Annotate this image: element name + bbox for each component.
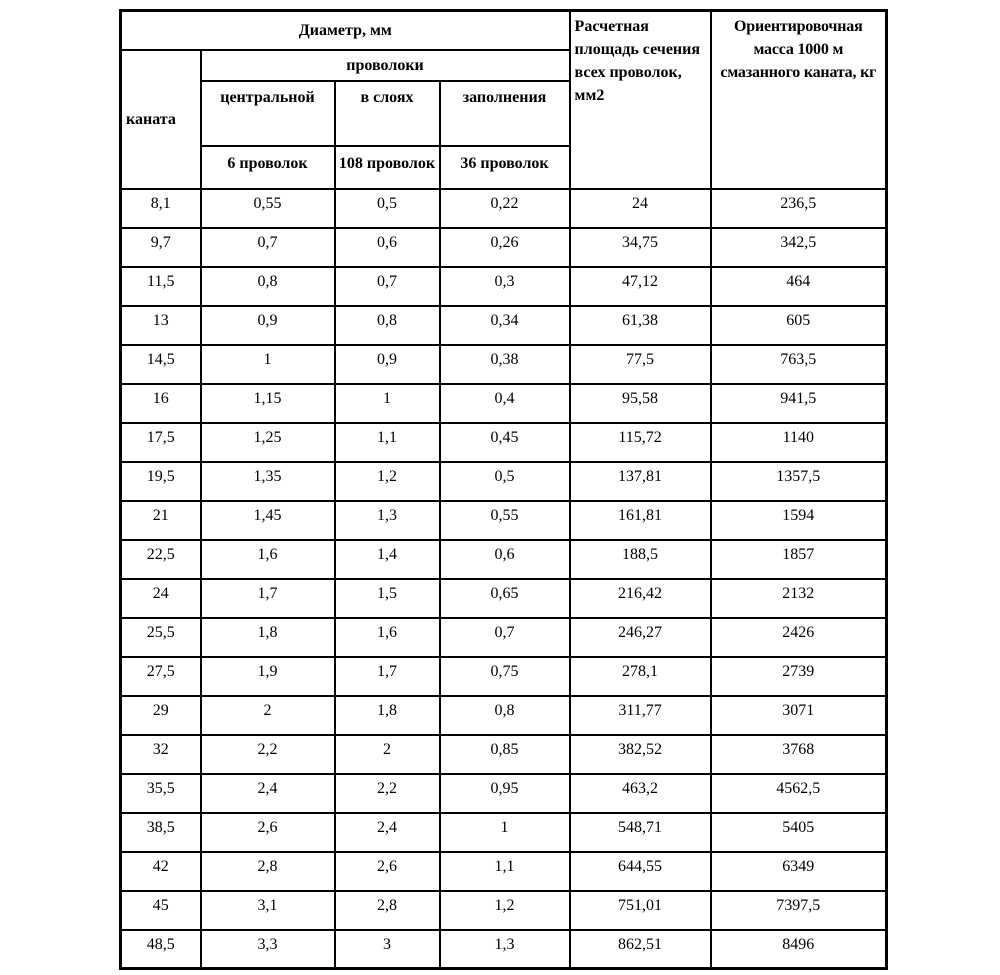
table-cell: 7397,5: [711, 891, 887, 930]
table-cell: 311,77: [570, 696, 711, 735]
table-row: [121, 306, 887, 345]
table-cell: 1,6: [201, 540, 335, 579]
table-cell: 1,35: [201, 462, 335, 501]
table-cell: 95,58: [570, 384, 711, 423]
table-cell: 278,1: [570, 657, 711, 696]
table-cell: 1,3: [440, 930, 570, 969]
table-cell: 2: [201, 696, 335, 735]
table-cell: 19,5: [121, 462, 201, 501]
table-cell: 941,5: [711, 384, 887, 423]
table-cell: 1,45: [201, 501, 335, 540]
table-cell: 25,5: [121, 618, 201, 657]
table-cell: 1,5: [335, 579, 440, 618]
table-row: [121, 189, 887, 228]
header-diameter-group: Диаметр, мм: [121, 11, 570, 50]
header-wire-in-layers: в слоях: [335, 81, 440, 146]
header-count-central: 6 проволок: [201, 146, 335, 189]
table-cell: 0,3: [440, 267, 570, 306]
table-cell: 42: [121, 852, 201, 891]
table-cell: 16: [121, 384, 201, 423]
table-cell: 1,25: [201, 423, 335, 462]
table-cell: 27,5: [121, 657, 201, 696]
table-cell: 0,8: [335, 306, 440, 345]
table-cell: 0,5: [440, 462, 570, 501]
table-cell: 24: [121, 579, 201, 618]
table-row: [121, 696, 887, 735]
table-cell: 77,5: [570, 345, 711, 384]
table-cell: 3768: [711, 735, 887, 774]
table-cell: 29: [121, 696, 201, 735]
table-cell: 0,85: [440, 735, 570, 774]
table-row: [121, 618, 887, 657]
table-row: [121, 462, 887, 501]
table-cell: 216,42: [570, 579, 711, 618]
table-cell: 1,4: [335, 540, 440, 579]
table-cell: 0,9: [201, 306, 335, 345]
header-wire-filling: заполнения: [440, 81, 570, 146]
table-cell: 605: [711, 306, 887, 345]
table-cell: 22,5: [121, 540, 201, 579]
table-cell: 2132: [711, 579, 887, 618]
table-cell: 0,4: [440, 384, 570, 423]
table-cell: 342,5: [711, 228, 887, 267]
table-cell: 8,1: [121, 189, 201, 228]
table-cell: 45: [121, 891, 201, 930]
table-row: [121, 540, 887, 579]
table-cell: 1,1: [335, 423, 440, 462]
table-cell: 2,6: [335, 852, 440, 891]
table-cell: 0,65: [440, 579, 570, 618]
table-row: [121, 774, 887, 813]
table-cell: 1,8: [201, 618, 335, 657]
table-cell: 1: [335, 384, 440, 423]
table-row: [121, 813, 887, 852]
table-cell: 2,6: [201, 813, 335, 852]
table-cell: 0,26: [440, 228, 570, 267]
table-cell: 8496: [711, 930, 887, 969]
table-cell: 34,75: [570, 228, 711, 267]
table-cell: 0,9: [335, 345, 440, 384]
table-cell: 21: [121, 501, 201, 540]
table-cell: 3,1: [201, 891, 335, 930]
header-count-filling: 36 проволок: [440, 146, 570, 189]
table-row: [121, 501, 887, 540]
table-cell: 11,5: [121, 267, 201, 306]
table-cell: 2,8: [335, 891, 440, 930]
table-row: [121, 345, 887, 384]
table-cell: 644,55: [570, 852, 711, 891]
table-cell: 2,8: [201, 852, 335, 891]
table-cell: 5405: [711, 813, 887, 852]
table-cell: 236,5: [711, 189, 887, 228]
table-cell: 0,6: [440, 540, 570, 579]
table-cell: 0,55: [201, 189, 335, 228]
table-cell: 1,8: [335, 696, 440, 735]
table-cell: 61,38: [570, 306, 711, 345]
table-cell: 2,4: [201, 774, 335, 813]
table-cell: 0,75: [440, 657, 570, 696]
table-cell: 0,7: [440, 618, 570, 657]
table-cell: 13: [121, 306, 201, 345]
table-cell: 0,6: [335, 228, 440, 267]
table-cell: 1,2: [440, 891, 570, 930]
table-cell: 1594: [711, 501, 887, 540]
table-cell: 137,81: [570, 462, 711, 501]
header-rope: каната: [121, 50, 201, 189]
header-mass: Ориентировочная масса 1000 м смазанного каната, кг: [711, 11, 887, 189]
table-cell: 1,2: [335, 462, 440, 501]
table-cell: 463,2: [570, 774, 711, 813]
table-cell: 3: [335, 930, 440, 969]
table-cell: 1,1: [440, 852, 570, 891]
table-cell: 464: [711, 267, 887, 306]
table-cell: 115,72: [570, 423, 711, 462]
table-cell: 2739: [711, 657, 887, 696]
table-cell: 0,8: [201, 267, 335, 306]
table-cell: 0,45: [440, 423, 570, 462]
table-cell: 3071: [711, 696, 887, 735]
table-cell: 6349: [711, 852, 887, 891]
table-row: [121, 228, 887, 267]
table-cell: 1,7: [201, 579, 335, 618]
table-row: [121, 384, 887, 423]
table-cell: 0,5: [335, 189, 440, 228]
table-row: [121, 930, 887, 969]
table-cell: 382,52: [570, 735, 711, 774]
table-cell: 751,01: [570, 891, 711, 930]
table-header: [121, 11, 887, 189]
table-cell: 1,9: [201, 657, 335, 696]
table-cell: 3,3: [201, 930, 335, 969]
table-cell: 246,27: [570, 618, 711, 657]
table-cell: 24: [570, 189, 711, 228]
table-cell: 1: [440, 813, 570, 852]
header-wires-group: проволоки: [201, 50, 570, 81]
table-cell: 0,55: [440, 501, 570, 540]
table-cell: 188,5: [570, 540, 711, 579]
table-cell: 0,95: [440, 774, 570, 813]
table-cell: 17,5: [121, 423, 201, 462]
table-cell: 2: [335, 735, 440, 774]
table-cell: 38,5: [121, 813, 201, 852]
table-cell: 0,34: [440, 306, 570, 345]
table-cell: 0,7: [201, 228, 335, 267]
table-cell: 0,7: [335, 267, 440, 306]
table-cell: 1857: [711, 540, 887, 579]
table-cell: 2,4: [335, 813, 440, 852]
table-cell: 1,3: [335, 501, 440, 540]
table-cell: 1,15: [201, 384, 335, 423]
table-cell: 1357,5: [711, 462, 887, 501]
table-row: [121, 267, 887, 306]
table-cell: 763,5: [711, 345, 887, 384]
table-cell: 0,8: [440, 696, 570, 735]
table-cell: 2,2: [201, 735, 335, 774]
table-cell: 161,81: [570, 501, 711, 540]
table-cell: 35,5: [121, 774, 201, 813]
table-cell: 1140: [711, 423, 887, 462]
table-row: [121, 579, 887, 618]
table-cell: 32: [121, 735, 201, 774]
header-wire-central: центральной: [201, 81, 335, 146]
table-cell: 48,5: [121, 930, 201, 969]
table-cell: 862,51: [570, 930, 711, 969]
table-cell: 4562,5: [711, 774, 887, 813]
header-count-in-layers: 108 проволок: [335, 146, 440, 189]
table-cell: 1,6: [335, 618, 440, 657]
table-cell: 1,7: [335, 657, 440, 696]
table-row: [121, 657, 887, 696]
table-cell: 47,12: [570, 267, 711, 306]
table-row: [121, 852, 887, 891]
table-cell: 1: [201, 345, 335, 384]
table-cell: 0,22: [440, 189, 570, 228]
header-area: Расчетная площадь сечения всех проволок, мм2: [570, 11, 711, 189]
table-cell: 548,71: [570, 813, 711, 852]
table-cell: 0,38: [440, 345, 570, 384]
table-body: [121, 189, 887, 969]
wire-rope-spec-table: [119, 9, 888, 970]
table-row: [121, 423, 887, 462]
table-cell: 14,5: [121, 345, 201, 384]
table-cell: 2,2: [335, 774, 440, 813]
table-cell: 9,7: [121, 228, 201, 267]
table-row: [121, 735, 887, 774]
table-row: [121, 891, 887, 930]
table-cell: 2426: [711, 618, 887, 657]
